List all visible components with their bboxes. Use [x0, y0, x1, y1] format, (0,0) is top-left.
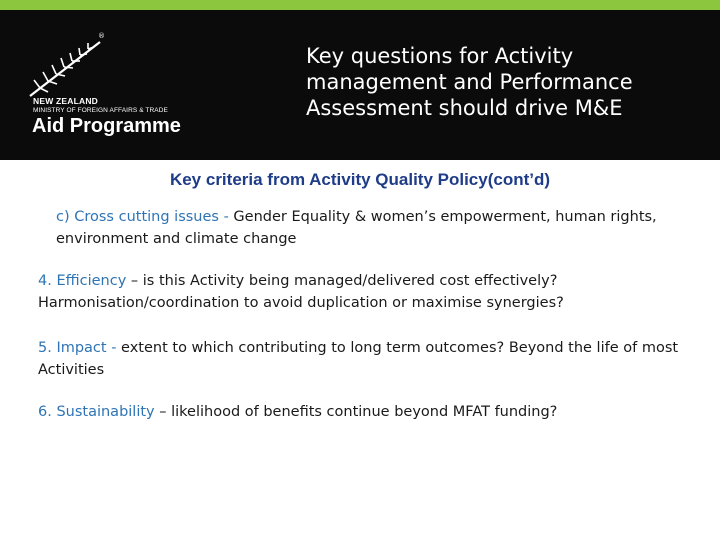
logo-country: NEW ZEALAND	[33, 96, 98, 106]
slide-title: Key questions for Activity management and Performance Assessment should drive M&E	[306, 44, 633, 120]
criterion-label: 6. Sustainability	[38, 404, 155, 420]
criterion-label: c) Cross cutting issues -	[56, 209, 229, 225]
criterion-text: Gender Equality & women’s empowerment, human rights, environment and climate change	[56, 209, 657, 247]
slide-header	[0, 10, 720, 160]
criterion-label: 4. Efficiency	[38, 273, 127, 289]
criterion-efficiency	[38, 270, 708, 314]
criterion-cross-cutting	[56, 206, 706, 250]
criterion-label: 5. Impact -	[38, 340, 117, 356]
criterion-text: – is this Activity being managed/delivered cost effectively? Harmonisation/coordination to avoid duplication or maximise synergies?	[38, 273, 564, 311]
criterion-sustainability	[38, 401, 708, 423]
criterion-text: extent to which contributing to long term outcomes? Beyond the life of most Activities	[38, 340, 679, 378]
silver-fern-icon	[26, 36, 106, 100]
logo-ministry: MINISTRY OF FOREIGN AFFAIRS & TRADE	[33, 107, 168, 114]
section-subtitle: Key criteria from Activity Quality Policy(cont’d)	[169, 170, 551, 189]
criterion-text: – likelihood of benefits continue beyond MFAT funding?	[154, 404, 558, 420]
criterion-impact	[38, 337, 708, 381]
registered-mark: ®	[98, 32, 105, 40]
logo-programme: Aid Programme	[32, 115, 181, 137]
top-accent-stripe	[0, 0, 720, 10]
